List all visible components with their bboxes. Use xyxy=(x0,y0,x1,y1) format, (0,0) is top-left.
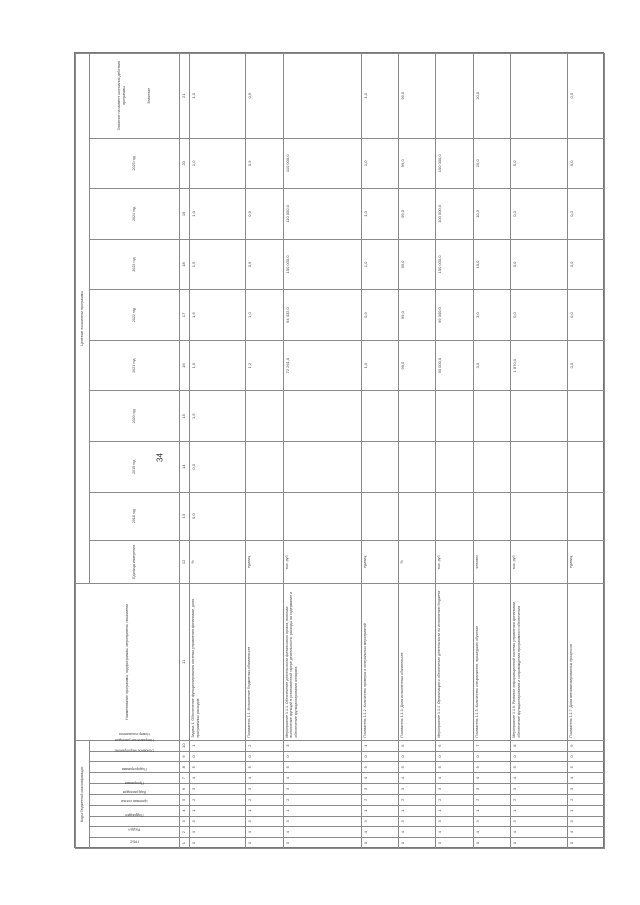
final-value-cell xyxy=(436,54,473,139)
code-cell: 5 xyxy=(567,762,604,773)
year-value-cell: 1,0 xyxy=(246,290,283,341)
code-cell: 0 xyxy=(567,838,604,849)
year-value-cell xyxy=(473,442,510,493)
col-number-1: 2 xyxy=(180,827,190,838)
year-value-cell xyxy=(436,442,473,493)
document-sheet xyxy=(74,52,604,848)
year-value-cell: 100 000,0 xyxy=(436,239,473,290)
table-row xyxy=(567,54,604,849)
code-cell: 3 xyxy=(436,784,473,795)
code-cell: 4 xyxy=(473,773,510,784)
final-value-cell: 0,9 xyxy=(246,54,283,139)
final-value-cell: 99,0 xyxy=(398,54,435,139)
codes-group-header: Коды бюджетной классификации xyxy=(76,740,90,848)
code-cell: 5 xyxy=(398,740,435,751)
code-cell: 3 xyxy=(190,784,246,795)
code-cell: 1 xyxy=(398,805,435,816)
col-number-14: 15 xyxy=(180,391,190,442)
code-cell: 2 xyxy=(190,794,246,805)
unit-cell: тыс. руб. xyxy=(283,540,361,583)
code-cell: 4 xyxy=(436,773,473,784)
table-row xyxy=(361,54,398,849)
col-number-13: 14 xyxy=(180,442,190,493)
year-value-cell: 0,0 xyxy=(511,239,567,290)
code-cell: 5 xyxy=(436,762,473,773)
year-value-cell: 1,0 xyxy=(361,189,398,240)
final-value-cell: 0,0 xyxy=(567,54,604,139)
table-row xyxy=(473,54,510,849)
code-cell: 4 xyxy=(283,773,361,784)
code-cell: 1 xyxy=(473,805,510,816)
code-cell: 4 xyxy=(473,827,510,838)
code-col-header-3-label: Целевая статья xyxy=(121,798,148,803)
code-cell: 4 xyxy=(511,827,567,838)
program-indicators-table xyxy=(75,53,605,849)
year-value-cell: 0,0 xyxy=(511,290,567,341)
code-cell: 4 xyxy=(398,827,435,838)
col-number-6: 7 xyxy=(180,773,190,784)
col-number-5: 6 xyxy=(180,784,190,795)
unit-cell: человек xyxy=(473,540,510,583)
col-number-3: 4 xyxy=(180,805,190,816)
column-number-row xyxy=(180,54,190,849)
indicator-text: Мероприятие 1.1.4. Организация и обеспечение деятельности по исполнению бюджета xyxy=(436,584,473,741)
code-cell: 2 xyxy=(246,794,283,805)
year-value-cell xyxy=(361,391,398,442)
year-value-cell: 1,2 xyxy=(246,340,283,391)
year-value-cell: 100 000,0 xyxy=(283,239,361,290)
year-value-cell xyxy=(567,391,604,442)
col-number-19: 20 xyxy=(180,138,190,189)
year-value-cell: 1,0 xyxy=(361,138,398,189)
code-cell: 3 xyxy=(511,816,567,827)
code-cell: 2 xyxy=(473,794,510,805)
code-col-header-8-label: Направление расходов xyxy=(115,738,154,743)
year-value-cell: 99,0 xyxy=(398,239,435,290)
col-number-12: 13 xyxy=(180,492,190,540)
code-cell: 4 xyxy=(436,827,473,838)
year-value-cell: 1 870,0 xyxy=(511,340,567,391)
year-value-cell: 0,9 xyxy=(246,138,283,189)
code-cell: 2 xyxy=(398,794,435,805)
code-cell: 4 xyxy=(361,773,398,784)
code-col-header-0-label: ГРБС xyxy=(129,839,140,844)
col-number-18: 19 xyxy=(180,189,190,240)
code-cell: 0 xyxy=(361,751,398,762)
year-value-cell: 100 000,0 xyxy=(436,138,473,189)
code-cell: 8 xyxy=(511,740,567,751)
col-number-2: 3 xyxy=(180,816,190,827)
year-header-0: 2019 год xyxy=(90,442,180,493)
year-value-cell: 1,0 xyxy=(361,340,398,391)
year-value-cell: 0,0 xyxy=(567,189,604,240)
indicator-text: Показатель 1.1.2. Количество проверок и контрольных мероприятий xyxy=(361,584,398,741)
code-cell: 0 xyxy=(190,751,246,762)
final-header xyxy=(90,54,180,139)
base-value-cell xyxy=(567,492,604,540)
code-cell: 4 xyxy=(190,827,246,838)
year-value-cell: 10,0 xyxy=(473,189,510,240)
code-cell: 1 xyxy=(246,805,283,816)
col-number-16: 17 xyxy=(180,290,190,341)
year-value-cell: 110 000,0 xyxy=(283,189,361,240)
table-row xyxy=(246,54,283,849)
base-value-cell xyxy=(436,492,473,540)
table-row xyxy=(398,54,435,849)
unit-cell: единиц xyxy=(567,540,604,583)
year-value-cell: 10,0 xyxy=(473,239,510,290)
year-value-cell xyxy=(246,391,283,442)
code-cell: 3 xyxy=(436,816,473,827)
year-value-cell: 0,0 xyxy=(567,340,604,391)
year-value-cell xyxy=(398,442,435,493)
year-value-cell xyxy=(567,442,604,493)
code-col-header-0 xyxy=(90,838,180,849)
code-col-header-6-label: Подпрограмма xyxy=(122,766,147,771)
final-value-cell xyxy=(511,54,567,139)
code-cell: 1 xyxy=(190,740,246,751)
code-cell: 0 xyxy=(567,751,604,762)
unit-cell: тыс. руб. xyxy=(436,540,473,583)
col-number-8: 9 xyxy=(180,751,190,762)
code-cell: 0 xyxy=(473,751,510,762)
year-value-cell: 1,6 xyxy=(190,290,246,341)
code-cell: 1 xyxy=(436,805,473,816)
unit-cell: единиц xyxy=(246,540,283,583)
year-value-cell xyxy=(511,391,567,442)
base-value-cell: 0,0 xyxy=(190,492,246,540)
year-value-cell: 1,5 xyxy=(190,239,246,290)
col-number-9: 10 xyxy=(180,740,190,751)
year-value-cell xyxy=(283,391,361,442)
code-cell: 0 xyxy=(398,751,435,762)
code-cell: 3 xyxy=(283,816,361,827)
code-cell: 4 xyxy=(567,827,604,838)
year-value-cell xyxy=(436,391,473,442)
code-cell: 3 xyxy=(246,784,283,795)
indicator-text: Мероприятие 1.1.6. Развитие информационной системы управления финансами, обеспечение функционирования и сопровождения программного обеспечения xyxy=(511,584,567,741)
code-cell: 4 xyxy=(511,773,567,784)
table-row xyxy=(190,54,246,849)
code-cell: 3 xyxy=(567,816,604,827)
final-value-cell: 1,0 xyxy=(361,54,398,139)
year-value-cell: 0,9 xyxy=(246,239,283,290)
code-cell: 2 xyxy=(567,794,604,805)
code-col-header-4-label: Вид расходов xyxy=(123,789,146,794)
code-col-header-1-label: Раздел xyxy=(128,827,141,832)
indicator-text: Показатель 1.1.3. Доля исполненных обязательств xyxy=(398,584,435,741)
col-number-15: 16 xyxy=(180,340,190,391)
year-header-2: 2021 год xyxy=(90,340,180,391)
year-value-cell: 0,9 xyxy=(246,189,283,240)
code-cell: 3 xyxy=(473,784,510,795)
year-value-cell: 20,0 xyxy=(473,138,510,189)
code-cell: 0 xyxy=(473,838,510,849)
code-cell: 3 xyxy=(190,816,246,827)
code-col-header-7-label: Основное мероприятие xyxy=(114,748,155,753)
year-header-5: 2024 год xyxy=(90,189,180,240)
code-cell: 1 xyxy=(283,805,361,816)
code-cell: 0 xyxy=(398,838,435,849)
code-cell: 1 xyxy=(567,805,604,816)
code-cell: 2 xyxy=(246,740,283,751)
base-value-cell xyxy=(473,492,510,540)
col-number-4: 5 xyxy=(180,794,190,805)
indicators-header: Наименование программы, подпрограммы, мероприятия, показатели xyxy=(76,584,180,741)
year-value-cell: 99,0 xyxy=(398,290,435,341)
code-cell: 4 xyxy=(361,740,398,751)
year-value-cell: 100 000,0 xyxy=(436,189,473,240)
year-value-cell: 3,0 xyxy=(473,290,510,341)
final-header-title: Значение на момент окончания действия программы xyxy=(117,61,127,131)
code-cell: 3 xyxy=(398,816,435,827)
code-cell: 7 xyxy=(473,740,510,751)
code-cell: 3 xyxy=(361,784,398,795)
code-cell: 4 xyxy=(567,773,604,784)
page-number: 34 xyxy=(155,453,165,462)
year-value-cell: 0,0 xyxy=(190,442,246,493)
code-cell: 3 xyxy=(567,784,604,795)
code-cell: 5 xyxy=(283,762,361,773)
base-value-cell xyxy=(283,492,361,540)
year-value-cell: 1,0 xyxy=(190,138,246,189)
unit-header: Единица измерения xyxy=(90,540,180,583)
year-value-cell: 94 432,0 xyxy=(283,290,361,341)
code-cell: 0 xyxy=(511,751,567,762)
year-value-cell: 0,0 xyxy=(567,290,604,341)
year-header-1: 2020 год xyxy=(90,391,180,442)
code-cell: 0 xyxy=(511,838,567,849)
code-cell: 3 xyxy=(283,740,361,751)
code-col-header-2-label: Подраздел xyxy=(125,813,144,818)
code-cell: 1 xyxy=(511,805,567,816)
indicator-text: Показатель 1.1. Исполнение бюджетных обязательств xyxy=(246,584,283,741)
year-value-cell: 99,0 xyxy=(398,340,435,391)
code-cell: 3 xyxy=(283,784,361,795)
year-value-cell: 0,0 xyxy=(567,239,604,290)
unit-cell: тыс. руб. xyxy=(511,540,567,583)
year-value-cell: 0,9 xyxy=(361,290,398,341)
code-cell: 1 xyxy=(361,805,398,816)
year-value-cell: 0,0 xyxy=(511,138,567,189)
year-value-cell: 1,0 xyxy=(361,239,398,290)
code-cell: 2 xyxy=(283,794,361,805)
year-header-3: 2022 год xyxy=(90,290,180,341)
base-value-cell xyxy=(246,492,283,540)
final-value-cell xyxy=(283,54,361,139)
code-cell: 4 xyxy=(398,773,435,784)
header-row-1 xyxy=(76,54,90,849)
code-cell: 4 xyxy=(361,827,398,838)
year-value-cell: 90 000,0 xyxy=(436,340,473,391)
code-cell: 5 xyxy=(473,762,510,773)
code-cell: 4 xyxy=(246,773,283,784)
code-cell: 6 xyxy=(436,740,473,751)
year-value-cell xyxy=(361,442,398,493)
year-value-cell: 1,5 xyxy=(190,391,246,442)
col-number-10: 11 xyxy=(180,584,190,741)
table-row xyxy=(511,54,567,849)
col-number-20: 21 xyxy=(180,54,190,139)
code-cell: 9 xyxy=(567,740,604,751)
year-value-cell: 72 261,0 xyxy=(283,340,361,391)
code-cell: 0 xyxy=(246,751,283,762)
code-cell: 4 xyxy=(246,827,283,838)
year-value-cell xyxy=(246,442,283,493)
col-number-7: 8 xyxy=(180,762,190,773)
code-cell: 0 xyxy=(361,838,398,849)
code-cell: 3 xyxy=(473,816,510,827)
year-header-4: 2023 год xyxy=(90,239,180,290)
code-cell: 0 xyxy=(283,751,361,762)
unit-cell: % xyxy=(190,540,246,583)
indicator-text: Задача 1. Обеспечение функционирования системы управления финансами, доля программных расходов xyxy=(190,584,246,741)
code-col-header-5-label: Программа xyxy=(125,780,144,785)
col-number-17: 18 xyxy=(180,239,190,290)
year-value-cell: 99,0 xyxy=(398,189,435,240)
final-value-cell: 20,0 xyxy=(473,54,510,139)
table-row xyxy=(436,54,473,849)
final-header-sub: Значение xyxy=(146,87,151,104)
code-cell: 0 xyxy=(436,838,473,849)
code-cell: 5 xyxy=(190,762,246,773)
year-value-cell xyxy=(283,442,361,493)
col-number-0: 1 xyxy=(180,838,190,849)
code-cell: 0 xyxy=(283,838,361,849)
base-value-cell xyxy=(511,492,567,540)
col-number-11: 12 xyxy=(180,540,190,583)
indicator-text: Показатель 1.1.7. Доля автоматизированных процессов xyxy=(567,584,604,741)
year-value-cell xyxy=(473,391,510,442)
code-cell: 4 xyxy=(190,773,246,784)
code-cell: 2 xyxy=(436,794,473,805)
year-value-cell: 99,0 xyxy=(398,138,435,189)
year-value-cell: 3,0 xyxy=(473,340,510,391)
indicator-text: Показатель 1.1.5. Количество специалистов, прошедших обучение xyxy=(473,584,510,741)
code-cell: 3 xyxy=(361,816,398,827)
code-cell: 3 xyxy=(246,816,283,827)
code-cell: 4 xyxy=(283,827,361,838)
code-cell: 3 xyxy=(511,784,567,795)
year-value-cell: 0,0 xyxy=(511,189,567,240)
year-value-cell xyxy=(398,391,435,442)
code-cell: 5 xyxy=(361,762,398,773)
code-cell: 5 xyxy=(246,762,283,773)
rotated-table-container xyxy=(75,53,605,849)
code-cell: 5 xyxy=(511,762,567,773)
base-value-cell xyxy=(398,492,435,540)
year-value-cell: 0,0 xyxy=(567,138,604,189)
code-cell: 3 xyxy=(398,784,435,795)
indicator-text: Мероприятие 1.1.1. Обеспечение деятельности финансового органа, включая выполнение функций в установленной сфере деятельности; расходы на содержание и обеспечение функционирования аппарата xyxy=(283,584,361,741)
unit-cell: % xyxy=(398,540,435,583)
year-value-cell: 1,5 xyxy=(190,340,246,391)
year-value-cell: 110 000,0 xyxy=(283,138,361,189)
code-cell: 2 xyxy=(361,794,398,805)
code-cell: 0 xyxy=(190,838,246,849)
base-value-cell xyxy=(361,492,398,540)
code-cell: 0 xyxy=(436,751,473,762)
code-cell: 5 xyxy=(398,762,435,773)
base-year-header: 2018 год xyxy=(90,492,180,540)
year-header-6: 2025 год xyxy=(90,138,180,189)
code-cell: 1 xyxy=(190,805,246,816)
code-cell: 2 xyxy=(511,794,567,805)
year-value-cell: 99 000,0 xyxy=(436,290,473,341)
program-group-header: Целевые показатели программы xyxy=(76,54,90,584)
code-cell: 0 xyxy=(246,838,283,849)
code-col-header-9-label: Номер показателя xyxy=(119,731,150,736)
year-value-cell: 1,0 xyxy=(190,189,246,240)
year-value-cell xyxy=(511,442,567,493)
final-value-cell: 1,0 xyxy=(190,54,246,139)
unit-cell: единиц xyxy=(361,540,398,583)
table-row xyxy=(283,54,361,849)
